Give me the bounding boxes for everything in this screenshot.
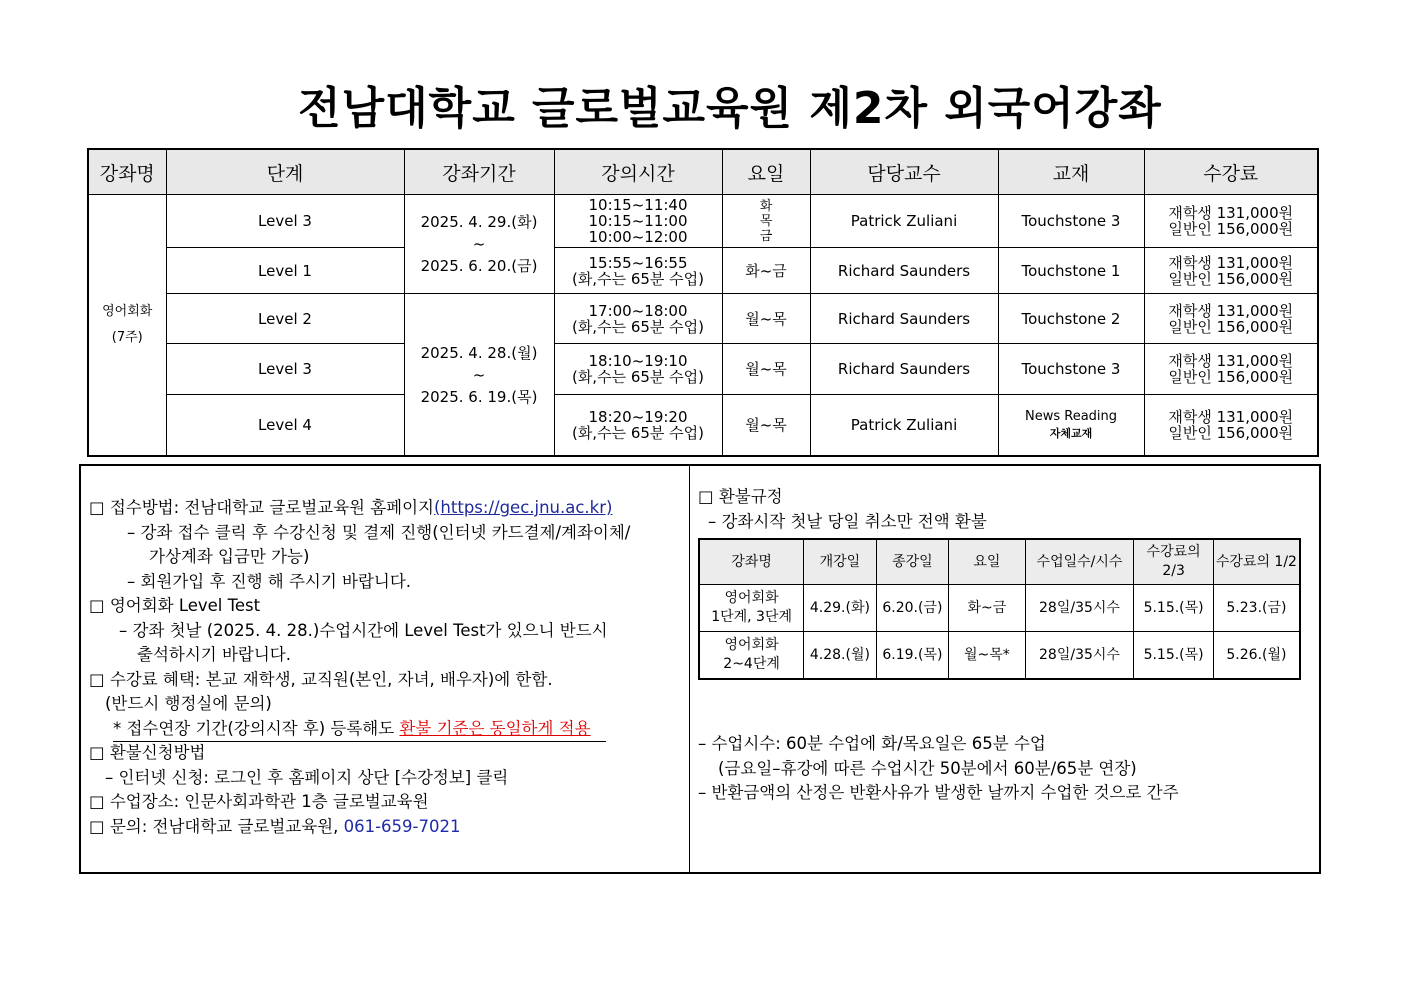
refund-header-row (699, 539, 1300, 585)
refund-header: 수업일수/시수 (1025, 539, 1134, 585)
refund-two-thirds: 5.15.(목) (1134, 632, 1214, 680)
refund-end: 6.20.(금) (876, 585, 948, 632)
day-line: 목 (759, 213, 773, 229)
fee-cell (1144, 195, 1318, 248)
fee-general: 일반인 156,000원 (1168, 317, 1294, 336)
level-cell: Level 3 (166, 195, 404, 248)
refund-header: 강좌명 (699, 539, 804, 585)
refund-half: 5.26.(월) (1213, 632, 1300, 680)
days-cell: 월~목 (722, 294, 810, 344)
refund-sub: – 강좌시작 첫날 당일 취소만 전액 환불 (708, 512, 987, 531)
day-line: 화 (759, 198, 773, 214)
period-cell (404, 195, 554, 294)
refund-header: 개강일 (804, 539, 876, 585)
period-start: 2025. 4. 28.(월) (420, 343, 538, 362)
apply-sub: – 강좌 접수 클릭 후 수강신청 및 결제 진행(인터넷 카드결제/계좌이체/ (127, 522, 631, 542)
period-end: 2025. 6. 20.(금) (420, 257, 538, 275)
benefit-heading: □ 수강료 혜택: 본교 재학생, 교직원(본인, 자녀, 배우자)에 한함. (89, 669, 553, 689)
extend-highlight: 환불 기준은 동일하게 적용 (399, 718, 591, 738)
fee-student: 재학생 131,000원 (1168, 301, 1294, 320)
apply-text: □ 접수방법: 전남대학교 글로벌교육원 홈페이지 (89, 498, 434, 517)
header-level: 단계 (166, 149, 404, 195)
apply-line (89, 496, 685, 521)
course-name-cell (88, 195, 166, 457)
days-cell: 화~금 (722, 248, 810, 294)
refund-half: 5.23.(금) (1213, 585, 1300, 632)
refund-header: 종강일 (876, 539, 948, 585)
refund-course-name: 영어회화 (724, 590, 779, 606)
page-title: 전남대학교 글로벌교육원 제2차 외국어강좌 (298, 83, 1162, 134)
time-cell (554, 395, 722, 457)
period-sep: ~ (472, 365, 486, 384)
refund-course-cell (699, 632, 804, 680)
textbook-cell: Touchstone 3 (998, 344, 1144, 395)
table-row (88, 395, 1318, 457)
professor-cell: Richard Saunders (810, 344, 998, 395)
fee-general: 일반인 156,000원 (1168, 220, 1294, 238)
textbook-cell: Touchstone 3 (998, 195, 1144, 248)
time-line: 18:20~19:20 (588, 408, 688, 426)
textbook-cell: Touchstone 2 (998, 294, 1144, 344)
time-line: 15:55~16:55 (588, 253, 688, 272)
table-row (88, 344, 1318, 395)
header-fee: 수강료 (1144, 149, 1318, 195)
refund-heading: □ 환불규정 (698, 487, 783, 506)
benefit-sub: (반드시 행정실에 문의) (105, 694, 272, 713)
time-line: (화,수는 65분 수업) (571, 424, 705, 442)
refund-course-cell (699, 585, 804, 632)
fee-student: 재학생 131,000원 (1168, 253, 1294, 272)
leveltest-heading: □ 영어회화 Level Test (89, 596, 261, 615)
level-cell: Level 3 (166, 344, 404, 395)
header-time: 강의시간 (554, 149, 722, 195)
refund-apply-heading: □ 환불신청방법 (89, 743, 206, 762)
contact-text: □ 문의: 전남대학교 글로벌교육원, (89, 816, 339, 836)
header-period: 강좌기간 (404, 149, 554, 195)
header-course: 강좌명 (88, 149, 166, 195)
period-end: 2025. 6. 19.(목) (420, 387, 538, 406)
refund-two-thirds: 5.15.(목) (1134, 585, 1214, 632)
schedule-table (87, 148, 1319, 457)
refund-note: – 반환금액의 산정은 반환사유가 발생한 날까지 수업한 것으로 간주 (698, 783, 1179, 802)
header-textbook: 교재 (998, 149, 1144, 195)
course-name: 영어회화 (102, 304, 153, 319)
refund-start: 4.28.(월) (804, 632, 876, 680)
table-row (699, 585, 1300, 632)
refund-course-name: 영어회화 (724, 637, 779, 653)
time-cell (554, 294, 722, 344)
apply-sub: 가상계좌 입금만 가능) (149, 547, 310, 566)
fee-general: 일반인 156,000원 (1168, 368, 1294, 386)
refund-notes (698, 732, 1179, 806)
location-line: □ 수업장소: 인문사회과학관 1층 글로벌교육원 (89, 792, 429, 811)
homepage-link[interactable]: (https://gec.jnu.ac.kr) (433, 498, 613, 517)
textbook-name: News Reading (1024, 409, 1118, 424)
level-cell: Level 4 (166, 395, 404, 457)
time-line: 17:00~18:00 (588, 301, 688, 320)
time-line: 18:10~19:10 (588, 352, 688, 370)
refund-end: 6.19.(목) (876, 632, 948, 680)
fee-cell (1144, 248, 1318, 294)
professor-cell: Richard Saunders (810, 248, 998, 294)
day-line: 금 (759, 228, 773, 244)
professor-cell: Richard Saunders (810, 294, 998, 344)
refund-note: (금요일–휴강에 따른 수업시간 50분에서 60분/65분 연장) (718, 758, 1137, 778)
course-weeks: (7주) (111, 330, 143, 345)
professor-cell: Patrick Zuliani (810, 395, 998, 457)
professor-cell: Patrick Zuliani (810, 195, 998, 248)
header-professor: 담당교수 (810, 149, 998, 195)
refund-apply-sub: – 인터넷 신청: 로그인 후 홈페이지 상단 [수강정보] 클릭 (105, 767, 509, 787)
refund-start: 4.29.(화) (804, 585, 876, 632)
textbook-cell: Touchstone 1 (998, 248, 1144, 294)
table-row (699, 632, 1300, 680)
info-left-column (89, 496, 685, 839)
refund-header: 수강료의 2/3 (1134, 539, 1214, 585)
time-cell (554, 344, 722, 395)
refund-note: – 수업시수: 60분 수업에 화/목요일은 65분 수업 (698, 734, 1046, 753)
time-cell (554, 248, 722, 294)
days-cell: 월~목 (722, 344, 810, 395)
time-line: 10:00~12:00 (588, 228, 688, 246)
fee-cell (1144, 344, 1318, 395)
fee-general: 일반인 156,000원 (1168, 424, 1294, 442)
info-box (79, 464, 1321, 874)
fee-student: 재학생 131,000원 (1168, 408, 1294, 426)
fee-student: 재학생 131,000원 (1168, 352, 1294, 370)
refund-table (698, 538, 1301, 680)
period-cell (404, 294, 554, 457)
extend-line (89, 717, 685, 742)
refund-course-level: 2~4단계 (723, 656, 780, 672)
refund-days: 화~금 (949, 585, 1026, 632)
extend-wrap (113, 717, 606, 743)
time-line: 10:15~11:00 (588, 212, 688, 230)
fee-cell (1144, 395, 1318, 457)
time-line: (화,수는 65분 수업) (571, 368, 705, 386)
period-start: 2025. 4. 29.(화) (420, 213, 538, 231)
fee-student: 재학생 131,000원 (1168, 204, 1294, 222)
refund-count: 28일/35시수 (1025, 632, 1134, 680)
table-row (88, 248, 1318, 294)
refund-course-level: 1단계, 3단계 (711, 609, 792, 625)
days-cell (722, 195, 810, 248)
extend-text: * 접수연장 기간(강의시작 후) 등록해도 (113, 718, 395, 738)
refund-header: 수강료의 1/2 (1213, 539, 1300, 585)
fee-cell (1144, 294, 1318, 344)
level-cell: Level 1 (166, 248, 404, 294)
time-cell (554, 195, 722, 248)
leveltest-sub: 출석하시기 바랍니다. (137, 645, 291, 664)
refund-count: 28일/35시수 (1025, 585, 1134, 632)
header-days: 요일 (722, 149, 810, 195)
textbook-cell (998, 395, 1144, 457)
textbook-sub: 자체교재 (1049, 427, 1093, 440)
contact-line (89, 815, 685, 840)
time-line: 10:15~11:40 (588, 196, 688, 214)
contact-phone[interactable]: 061-659-7021 (343, 816, 461, 836)
table-row (88, 294, 1318, 344)
refund-header: 요일 (949, 539, 1026, 585)
level-cell: Level 2 (166, 294, 404, 344)
schedule-header-row (88, 149, 1318, 195)
column-divider (689, 466, 690, 872)
refund-days: 월~목* (949, 632, 1026, 680)
fee-general: 일반인 156,000원 (1168, 269, 1294, 288)
time-line: (화,수는 65분 수업) (571, 269, 705, 288)
time-line: (화,수는 65분 수업) (571, 317, 705, 336)
days-cell: 월~목 (722, 395, 810, 457)
apply-sub: – 회원가입 후 진행 해 주시기 바랍니다. (127, 571, 412, 591)
leveltest-sub: – 강좌 첫날 (2025. 4. 28.)수업시간에 Level Test가 있으니 반드시 (119, 620, 608, 640)
refund-heading-block (698, 484, 1310, 534)
period-sep: ~ (472, 235, 486, 253)
table-row (88, 195, 1318, 248)
